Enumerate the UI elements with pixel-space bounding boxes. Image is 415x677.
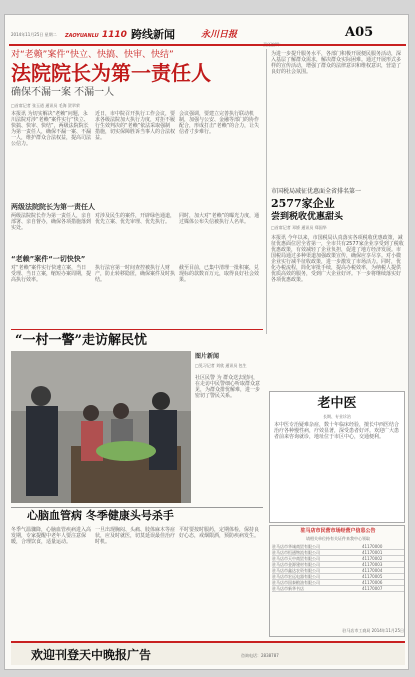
row-id: 41170001	[362, 550, 383, 555]
main-subtitle-2: “老赖”案件“一切快快”	[11, 255, 86, 263]
news-photo	[11, 351, 191, 503]
table-row	[272, 586, 404, 592]
page-code: A05	[345, 25, 374, 40]
tax-body: 本报讯 今年以来，市国税局认真落实各项税收优惠政策，减征优惠面位居全省第一，全市共有2577家企业享受到了税收优惠政策，有效减轻了企业负担，促进了地方经济发展。市国税局通过多种渠道加强政策宣传，确保应享尽享。对小微企业实行减半征收政策，进一步激发了市场活力。同时，优化办税流程，简化审批手续，提高办税效率，为纳税人提供优质高效的服务，受到广大企业好评。下一步将继续落实好各项优惠政策。	[271, 235, 404, 283]
row-name: 驻马店市鑫达农资有限公司	[272, 568, 320, 573]
notice-side-text: 驻马店市工商局 2014年11月25日	[342, 628, 404, 633]
photo-byline: □见习记者 刘欣 通讯员 包生	[195, 363, 247, 368]
brand-small: ZAOYUANLU	[65, 33, 99, 39]
health-headline: 心脑血管病 冬季健康头号杀手	[27, 509, 174, 522]
row-id: 41170006	[362, 580, 383, 585]
main-col-7: 对“老赖”案件实行快速立案，当日受理、当日立案，缩短办案周期，提高执行效率。	[11, 265, 92, 283]
masthead-rule	[9, 44, 406, 46]
main-col-8: 执行法官第一时间查控被执行人财产，防止转移隐匿，确保案件及时执结。	[95, 265, 176, 283]
doctor-subtitle: 长期、专业诊治	[323, 414, 351, 419]
row-id: 41170003	[362, 562, 383, 567]
health-col-3: 平时要按时服药，定期体检，保持良好心态，戒烟限酒，预防疾病发生。	[179, 527, 260, 539]
footer-ad-text: 欢迎刊登天中晚报广告	[31, 648, 152, 662]
row-id: 41170000	[362, 544, 383, 549]
photo-headline: “一村一警”走访解民忧	[15, 333, 147, 348]
right-top-column: 为进一步提升服务水平，各部门积极开展便民服务活动，深入基层了解群众需求，解决群众实际困难。通过开展形式多样的宣传活动，增强了群众的法律意识和维权意识，营造了良好的社会氛围。	[271, 51, 402, 75]
row-name: 驻马店市国泰粮油有限公司	[272, 580, 320, 585]
row-name: 驻马店市宏远电器有限公司	[272, 574, 320, 579]
editor-info	[263, 31, 341, 39]
tax-headline-b: 2577家企业	[271, 197, 335, 210]
issue-date: 2014年11月25日 星期二	[11, 32, 57, 37]
main-subtitle-1: 两级法院院长为第一责任人	[11, 203, 95, 211]
footer-ad-phone: 咨询电话：2838787	[241, 653, 279, 658]
row-id: 41170005	[362, 574, 383, 579]
main-col-3: 会议强调，要建立完善执行联动机制，加强与公安、金融等部门的协作配合，形成打击“老赖”的合力，让失信者寸步难行。	[179, 111, 260, 135]
doctor-ad-box	[269, 391, 405, 523]
brand-number: 1110	[101, 30, 127, 40]
tax-headline-c: 尝到税收优惠甜头	[271, 212, 344, 222]
row-name: 驻马店市天中商贸有限公司	[272, 556, 320, 561]
photo-scene-icon	[11, 351, 191, 503]
notice-table	[272, 544, 404, 630]
column-divider	[266, 49, 267, 334]
row-id: 41170007	[362, 586, 383, 591]
main-col-6: 同时，加大对“老赖”的曝光力度，通过媒体公布失信被执行人名单。	[179, 213, 260, 225]
photo-rule	[11, 329, 263, 330]
main-headline: 法院院长为第一责任人	[11, 61, 211, 85]
notice-box	[269, 525, 405, 637]
main-col-2: 近日，市中院召开执行工作会议，要求各级法院加大执行力度，对拒不履行生效判决的“老赖”依法采取强制措施，切实保障胜诉当事人的合法权益。	[95, 111, 176, 141]
tax-byline: □首席记者 邓娇 通讯员 郑国华	[271, 225, 327, 230]
row-name: 驻马店市华诚商贸有限公司	[272, 544, 320, 549]
footer-ad	[11, 641, 405, 665]
photo-caption-title: 图片新闻	[195, 353, 220, 360]
health-rule	[11, 507, 263, 508]
main-byline: □首席记者 张玉道 通讯员 毛海 贺翠荣	[11, 103, 80, 108]
section-title: 跨线新闻	[131, 28, 175, 41]
notice-subtitle: 请相关单位持有关证件来我中心领取	[306, 536, 370, 541]
main-subhead: 确保不漏一案 不漏一人	[11, 87, 115, 98]
row-name: 驻马店市金源建材有限公司	[272, 562, 320, 567]
main-col-5: 对涉及民生的案件，开辟绿色通道，优先立案、优先审理、优先执行。	[95, 213, 176, 225]
main-kicker: 对“老赖”案件“快立、快搞、快审、快结”	[11, 50, 174, 60]
main-col-4: 两级法院院长作为第一责任人，亲自部署、亲自督办，确保各项措施落到实处。	[11, 213, 92, 231]
row-name: 驻马店市新华书店	[272, 586, 304, 591]
health-col-1: 冬季气温骤降，心脑血管疾病进入高发期，专家提醒中老年人要注意保暖，合理饮食，适量运动。	[11, 527, 92, 545]
health-col-2: 一旦出现胸闷、头痛、肢体麻木等症状，应及时就医，切莫延误最佳治疗时机。	[95, 527, 176, 545]
tax-headline-a: 市国税局减征优惠面全省排名第一	[271, 188, 362, 195]
paper-name: 永川日报	[201, 30, 238, 40]
doctor-body: 本中医专治疑难杂症，数十年临床经验，擅长中西医结合治疗各种慢性病，疗效显著，深受患者好评。欢迎广大患者前来咨询就诊，地址位于市区中心，交通便利。	[274, 422, 400, 440]
notice-title: 驻马店市民营市场经营户信息公告	[300, 528, 376, 534]
newspaper-page	[4, 14, 409, 670]
main-col-1: 本报讯 为切实解决“老赖”问题，永川法院对涉“老赖”案件实行“快立、快搞、快审、快结”，两级法院院长为第一责任人，确保不漏一案、不漏一人，维护群众合法权益，提高司法公信力。	[11, 111, 92, 147]
main-col-9: 截至目前，已集中清理一批积案，兑现标的款数百万元，取得良好社会效果。	[179, 265, 260, 283]
row-name: 驻马店市恒通物流有限公司	[272, 550, 320, 555]
photo-caption: 社区民警 为 群众送去慰问，在走访中民警细心听取群众意见，为群众排忧解难，进一步密切了警民关系。	[195, 375, 261, 399]
doctor-title: 老中医	[317, 396, 357, 411]
row-id: 41170002	[362, 556, 383, 561]
row-id: 41170004	[362, 568, 383, 573]
